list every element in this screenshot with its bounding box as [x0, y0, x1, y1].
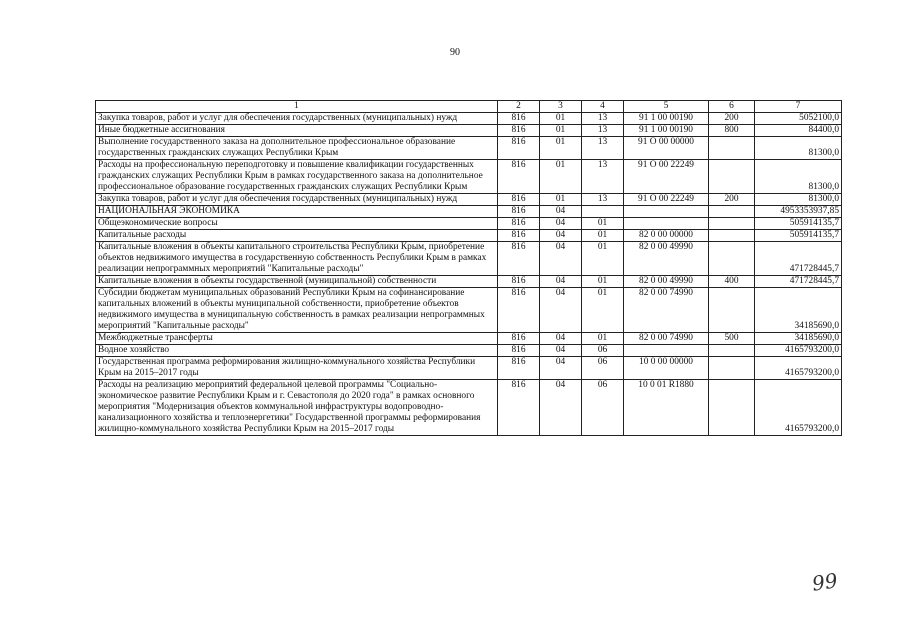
table-row — [96, 242, 842, 276]
budget-table — [95, 100, 842, 436]
row-target-code: 91 О 00 22249 — [624, 194, 709, 206]
row-section-code: 01 — [540, 113, 582, 125]
row-subsection-code: 01 — [582, 333, 624, 345]
row-ministry-code: 816 — [498, 242, 540, 276]
table-row — [96, 276, 842, 288]
row-subsection-code: 06 — [582, 357, 624, 380]
row-section-code: 04 — [540, 288, 582, 333]
row-section-code: 04 — [540, 242, 582, 276]
row-subsection-code: 06 — [582, 380, 624, 436]
row-target-code — [624, 345, 709, 357]
row-target-code — [624, 206, 709, 218]
header-col-5: 5 — [624, 101, 709, 113]
row-subsection-code — [582, 206, 624, 218]
header-col-2: 2 — [498, 101, 540, 113]
table-row — [96, 288, 842, 333]
row-ministry-code: 816 — [498, 288, 540, 333]
row-expense-type: 400 — [709, 276, 755, 288]
row-section-code: 04 — [540, 357, 582, 380]
row-target-code — [624, 218, 709, 230]
table-row — [96, 333, 842, 345]
row-target-code: 91 О 00 22249 — [624, 160, 709, 194]
row-name: Капитальные вложения в объекты капитального строительства Республики Крым, приобретение объектов недвижимого имущества в государственную собственность Республики Крым в рамках реализации непрограммных мероприятий "Капитальные расходы" — [96, 242, 498, 276]
row-subsection-code: 01 — [582, 230, 624, 242]
row-name: Расходы на профессиональную переподготовку и повышение квалификации государственных гражданских служащих Республики Крым в рамках государственного заказа на дополнительное профессиональное образование государственных гражданских служащих Республики Крым — [96, 160, 498, 194]
row-expense-type — [709, 160, 755, 194]
row-section-code: 04 — [540, 230, 582, 242]
row-target-code: 82 0 00 00000 — [624, 230, 709, 242]
row-expense-type — [709, 137, 755, 160]
row-target-code: 91 1 00 00190 — [624, 113, 709, 125]
row-section-code: 01 — [540, 125, 582, 137]
row-subsection-code: 13 — [582, 160, 624, 194]
row-name: Выполнение государственного заказа на дополнительное профессиональное образование государственных гражданских служащих Республики Крым — [96, 137, 498, 160]
row-name: Капитальные вложения в объекты государственной (муниципальной) собственности — [96, 276, 498, 288]
row-ministry-code: 816 — [498, 113, 540, 125]
row-ministry-code: 816 — [498, 333, 540, 345]
page-number: 90 — [450, 47, 460, 58]
row-ministry-code: 816 — [498, 160, 540, 194]
row-expense-type — [709, 357, 755, 380]
row-ministry-code: 816 — [498, 218, 540, 230]
row-subsection-code: 13 — [582, 194, 624, 206]
row-subsection-code: 13 — [582, 113, 624, 125]
header-col-4: 4 — [582, 101, 624, 113]
row-name: Государственная программа реформирования жилищно-коммунального хозяйства Республики Крым на 2015–2017 годы — [96, 357, 498, 380]
header-col-3: 3 — [540, 101, 582, 113]
row-ministry-code: 816 — [498, 380, 540, 436]
row-expense-type: 800 — [709, 125, 755, 137]
table-row — [96, 357, 842, 380]
row-target-code: 91 1 00 00190 — [624, 125, 709, 137]
row-expense-type — [709, 206, 755, 218]
table-row — [96, 218, 842, 230]
row-amount: 5052100,0 — [755, 113, 842, 125]
table-row — [96, 125, 842, 137]
row-expense-type — [709, 380, 755, 436]
row-target-code: 10 0 00 00000 — [624, 357, 709, 380]
row-amount: 505914135,7 — [755, 230, 842, 242]
row-subsection-code: 01 — [582, 276, 624, 288]
row-ministry-code: 816 — [498, 276, 540, 288]
row-expense-type: 200 — [709, 113, 755, 125]
row-amount: 34185690,0 — [755, 333, 842, 345]
row-amount: 505914135,7 — [755, 218, 842, 230]
row-expense-type — [709, 345, 755, 357]
row-target-code: 82 0 00 49990 — [624, 276, 709, 288]
row-ministry-code: 816 — [498, 230, 540, 242]
table-row — [96, 160, 842, 194]
row-section-code: 04 — [540, 380, 582, 436]
row-amount: 84400,0 — [755, 125, 842, 137]
row-target-code: 82 0 00 49990 — [624, 242, 709, 276]
row-amount: 81300,0 — [755, 194, 842, 206]
row-target-code: 82 0 00 74990 — [624, 288, 709, 333]
table-row — [96, 194, 842, 206]
header-col-1: 1 — [96, 101, 498, 113]
row-name: Водное хозяйство — [96, 345, 498, 357]
table-row — [96, 380, 842, 436]
row-amount: 471728445,7 — [755, 276, 842, 288]
row-amount: 34185690,0 — [755, 288, 842, 333]
row-amount: 4165793200,0 — [755, 380, 842, 436]
row-amount: 471728445,7 — [755, 242, 842, 276]
header-col-6: 6 — [709, 101, 755, 113]
row-amount: 81300,0 — [755, 160, 842, 194]
row-amount: 4165793200,0 — [755, 345, 842, 357]
row-expense-type — [709, 218, 755, 230]
table-row — [96, 113, 842, 125]
row-amount: 4165793200,0 — [755, 357, 842, 380]
row-name: Общеэкономические вопросы — [96, 218, 498, 230]
table-row — [96, 137, 842, 160]
row-section-code: 04 — [540, 333, 582, 345]
row-target-code: 91 О 00 00000 — [624, 137, 709, 160]
row-name: Закупка товаров, работ и услуг для обеспечения государственных (муниципальных) нужд — [96, 113, 498, 125]
row-subsection-code: 13 — [582, 125, 624, 137]
row-expense-type: 500 — [709, 333, 755, 345]
row-section-code: 01 — [540, 160, 582, 194]
header-col-7: 7 — [755, 101, 842, 113]
table-row — [96, 345, 842, 357]
row-amount: 4953353937,85 — [755, 206, 842, 218]
row-target-code: 10 0 01 R1880 — [624, 380, 709, 436]
row-ministry-code: 816 — [498, 137, 540, 160]
row-expense-type — [709, 242, 755, 276]
row-expense-type — [709, 230, 755, 242]
row-target-code: 82 0 00 74990 — [624, 333, 709, 345]
row-name: Субсидии бюджетам муниципальных образований Республики Крым на софинансирование капитальных вложений в объекты муниципальной собственности, приобретение объектов недвижимого имущества в муниципальную собственность в рамках реализации непрограммных мероприятий "Капитальные расходы" — [96, 288, 498, 333]
row-name: Расходы на реализацию мероприятий федеральной целевой программы "Социально-экономическое развитие Республики Крым и г. Севастополя до 2020 года" в рамках основного мероприятия "Модернизация объектов коммунальной инфраструктуры водопроводно-канализационного хозяйства и теплоэнергетики" Государственной программы реформирования жилищно-коммунального хозяйства Республики Крым на 2015–2017 годы — [96, 380, 498, 436]
row-name: Закупка товаров, работ и услуг для обеспечения государственных (муниципальных) нужд — [96, 194, 498, 206]
header-row — [96, 101, 842, 113]
row-name: Межбюджетные трансферты — [96, 333, 498, 345]
row-subsection-code: 06 — [582, 345, 624, 357]
row-subsection-code: 01 — [582, 242, 624, 276]
table-row — [96, 206, 842, 218]
handwritten-page-mark: 99 — [810, 568, 839, 596]
row-section-code: 04 — [540, 276, 582, 288]
row-name: НАЦИОНАЛЬНАЯ ЭКОНОМИКА — [96, 206, 498, 218]
row-section-code: 01 — [540, 194, 582, 206]
row-ministry-code: 816 — [498, 194, 540, 206]
row-name: Капитальные расходы — [96, 230, 498, 242]
row-section-code: 04 — [540, 206, 582, 218]
row-ministry-code: 816 — [498, 206, 540, 218]
row-ministry-code: 816 — [498, 357, 540, 380]
table-row — [96, 230, 842, 242]
row-expense-type: 200 — [709, 194, 755, 206]
row-section-code: 04 — [540, 345, 582, 357]
row-name: Иные бюджетные ассигнования — [96, 125, 498, 137]
row-ministry-code: 816 — [498, 125, 540, 137]
row-ministry-code: 816 — [498, 345, 540, 357]
row-subsection-code: 01 — [582, 218, 624, 230]
row-subsection-code: 13 — [582, 137, 624, 160]
row-section-code: 01 — [540, 137, 582, 160]
row-expense-type — [709, 288, 755, 333]
row-subsection-code: 01 — [582, 288, 624, 333]
row-section-code: 04 — [540, 218, 582, 230]
row-amount: 81300,0 — [755, 137, 842, 160]
